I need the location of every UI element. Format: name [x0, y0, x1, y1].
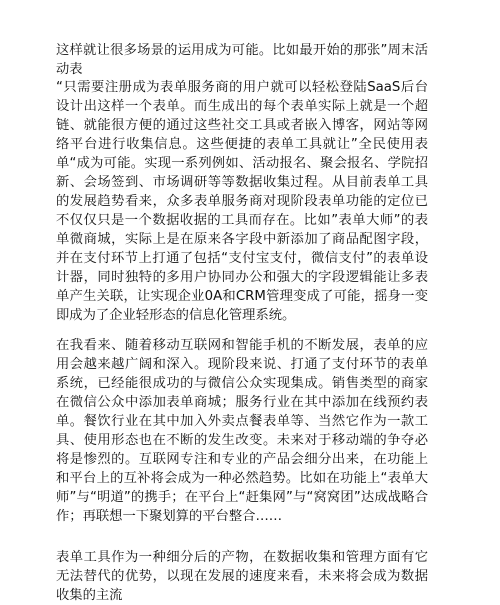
paragraph-3: 在我看来、随着移动互联网和智能手机的不断发展，表单的应用会越来越广阔和深入。现阶段来说、打通了支付环节的表单系统，已经能很成功的与微信公众实现集成。销售类型的商家在微信公众中添加表单商城；服务行业在其中添加在线预约表单。餐饮行业在其中加入外卖点餐表单等、当然它作为一款工具、使用形态也在不断的发生改变。未来对于移动端的争夺必将是惨烈的。互联网专注和专业的产品会细分出来，在功能上和平台上的互补将会成为一种必然趋势。比如在功能上“表单大师”与“明道”的携手；在平台上“赶集网”与“窝窝团”达成战略合作；再联想一下聚划算的平台整合……: [56, 338, 428, 524]
paragraph-4: 表单工具作为一种细分后的产物，在数据收集和管理方面有它无法替代的优势，以现在发展的速度来看，未来将会成为数据收集的主流: [56, 550, 428, 603]
paragraph-1: 这样就让很多场景的运用成为可能。比如最开始的那张”周末活动表: [56, 43, 428, 77]
paragraph-2: “只需要注册成为表单服务商的用户就可以轻松登陆SaaS后台设计出这样一个表单。而生成出的每个表单实际上就是一个超链、就能很方便的通过这些社交工具或者嵌入博客，网站等网络平台进行收集信息。这些便捷的表单工具就让”全民使用表单“成为可能。实现一系列例如、活动报名、聚会报名、学院招新、会场签到、市场调研等等数据收集过程。从目前表单工具的发展趋势看来，众多表单服务商对现阶段表单功能的定位已不仅仅只是一个数据收据的工具而存在。比如”表单大师”的表单微商城，实际上是在原来各字段中新添加了商品配图字段，并在支付环节上打通了包括“支付宝支付，微信支付”的表单设计器，同时独特的多用户协同办公和强大的字段逻辑能让多表单产生关联，让实现企业0A和CRM管理变成了可能，摇身一变即成为了企业轻形态的信息化管理系统。: [56, 80, 428, 323]
